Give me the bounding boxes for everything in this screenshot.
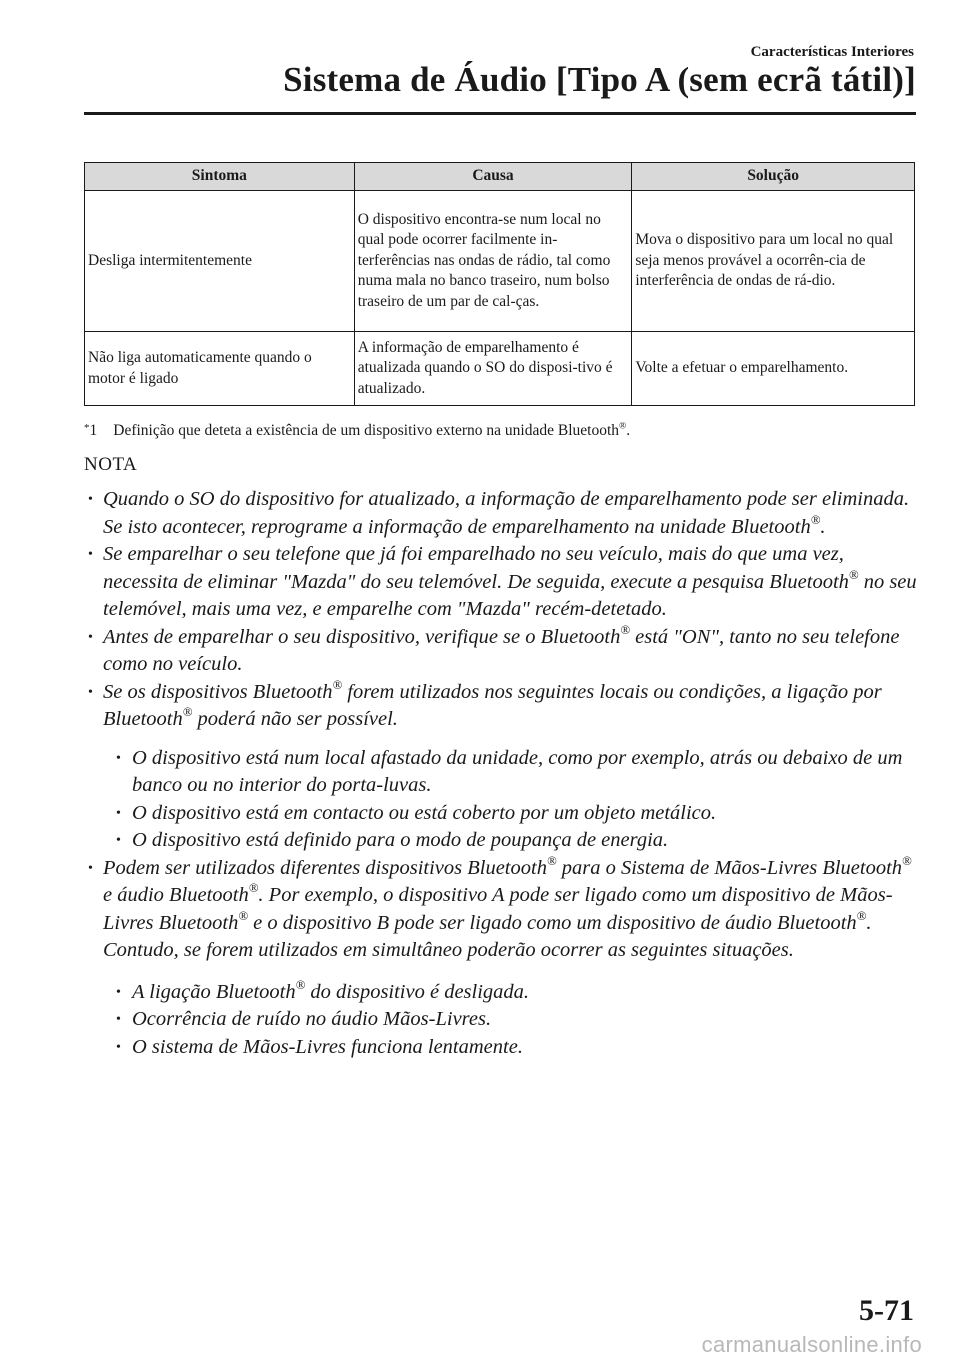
note-text: . Contudo, se forem utilizados em simultâneo poderão ocorrer as seguintes situações. [103, 911, 872, 961]
sub-note-item [84, 979, 924, 1007]
registered-mark: ® [332, 677, 343, 692]
registered-mark: ® [810, 512, 821, 527]
registered-mark: ® [238, 908, 248, 923]
registered-mark: ® [295, 977, 306, 992]
header-divider [84, 112, 916, 115]
cell-symptom: Não liga automaticamente quando o motor é ligado [85, 332, 355, 406]
note-text: Podem ser utilizados diferentes dispositivos Bluetooth [103, 856, 547, 879]
registered-mark: ® [619, 420, 627, 432]
note-text: Ocorrência de ruído no áudio Mãos-Livres. [132, 1008, 492, 1030]
cell-solution: Volte a efetuar o emparelhamento. [632, 332, 915, 406]
note-item [84, 679, 924, 734]
footnote-end: . [626, 422, 631, 439]
cell-symptom: Desliga intermitentemente [85, 191, 355, 332]
note-heading: NOTA [84, 454, 138, 475]
note-text: no seu telemóvel, mais uma vez, e emparelhe com "Mazda" recém-detetado. [103, 570, 917, 620]
registered-mark: ® [182, 705, 193, 720]
table-row [85, 191, 915, 332]
note-text: A ligação Bluetooth [132, 980, 296, 1003]
column-header-symptom: Sintoma [85, 163, 355, 191]
bullet-icon: • [88, 492, 93, 507]
page-number: 5-71 [859, 1294, 914, 1327]
registered-mark: ® [620, 622, 631, 637]
footnote-number: 1 [89, 422, 98, 439]
sub-note-item [84, 745, 924, 800]
bullet-icon: • [116, 805, 121, 821]
bullet-icon: • [116, 833, 121, 848]
note-text: está "ON", tanto no seu telefone como no veículo. [103, 625, 900, 675]
note-list [84, 486, 924, 1061]
bullet-icon: • [116, 750, 121, 766]
bullet-icon: • [116, 1012, 121, 1027]
note-text: Se os dispositivos Bluetooth [103, 680, 333, 703]
bullet-icon: • [88, 684, 93, 700]
section-label: Características Interiores [750, 44, 914, 60]
note-item [84, 486, 924, 541]
note-text: O dispositivo está num local afastado da unidade, como por exemplo, atrás ou debaixo de um banco ou no interior do porta-luvas. [132, 746, 903, 796]
footnote [84, 422, 630, 440]
registered-mark: ® [848, 567, 859, 582]
note-text: forem utilizados nos seguintes locais ou condições, a ligação por Bluetooth [103, 680, 882, 730]
note-text: Se emparelhar o seu telefone que já foi emparelhado no seu veículo, mais do que uma vez, necessita de eliminar "Mazda" do seu telemóvel. De seguida, execute a pesquisa Bluetooth [103, 543, 849, 593]
cell-solution: Mova o dispositivo para um local no qual seja menos provável a ocorrên-cia de interferência de ondas de rá-dio. [632, 191, 915, 332]
bullet-icon: • [88, 860, 93, 876]
page-title: Sistema de Áudio [Tipo A (sem ecrã tátil)] [283, 60, 916, 99]
registered-mark: ® [856, 908, 867, 923]
registered-mark: ® [248, 881, 259, 896]
note-text: O dispositivo está definido para o modo de poupança de energia. [132, 829, 669, 851]
footnote-text: Definição que deteta a existência de um dispositivo externo na unidade Bluetooth [113, 422, 619, 439]
note-text: . [820, 515, 826, 538]
bullet-icon: • [116, 1039, 121, 1055]
sub-note-item [84, 1034, 924, 1062]
note-text: O sistema de Mãos-Livres funciona lentamente. [132, 1035, 523, 1058]
table-row [85, 332, 915, 406]
watermark-text: carmanualsonline.info [701, 1332, 922, 1357]
note-text: para o Sistema de Mãos-Livres Bluetooth [556, 856, 903, 879]
bullet-icon: • [116, 984, 121, 1000]
bullet-icon: • [88, 629, 93, 645]
note-item [84, 541, 924, 624]
registered-mark: ® [546, 853, 557, 868]
column-header-solution: Solução [632, 163, 915, 191]
note-text: e o dispositivo B pode ser ligado como um dispositivo de áudio Bluetooth [247, 911, 857, 934]
note-item [84, 855, 924, 965]
cell-cause: A informação de emparelhamento é atualizada quando o SO do disposi-tivo é atualizado. [354, 332, 632, 406]
note-text: Quando o SO do dispositivo for atualizado, a informação de emparelhamento pode ser eliminada. Se isto acontecer, reprograme a informação de emparelhamento na unidade Bluetooth [103, 488, 910, 538]
table-header-row [85, 163, 915, 191]
note-item [84, 624, 924, 679]
note-text: do dispositivo é desligada. [305, 980, 530, 1003]
registered-mark: ® [902, 853, 912, 868]
column-header-cause: Causa [354, 163, 632, 191]
cell-cause: O dispositivo encontra-se num local no qual pode ocorrer facilmente in-terferências nas ondas de rádio, tal como numa mala no banco traseiro, num bolso traseiro de um par de cal-ças. [354, 191, 632, 332]
note-text: . Por exemplo, o dispositivo A pode ser ligado como um dispositivo de Mãos-Livres Bluetooth [103, 884, 893, 934]
note-text: e áudio Bluetooth [103, 884, 249, 906]
note-text: Antes de emparelhar o seu dispositivo, verifique se o Bluetooth [103, 625, 621, 648]
footnote-asterisk: * [84, 422, 90, 434]
sub-note-item [84, 1006, 924, 1034]
sub-note-item [84, 800, 924, 828]
sub-note-item [84, 827, 924, 855]
bullet-icon: • [88, 547, 93, 562]
troubleshooting-table [84, 162, 915, 406]
note-text: O dispositivo está em contacto ou está coberto por um objeto metálico. [132, 801, 717, 824]
note-text: poderá não ser possível. [192, 708, 398, 730]
